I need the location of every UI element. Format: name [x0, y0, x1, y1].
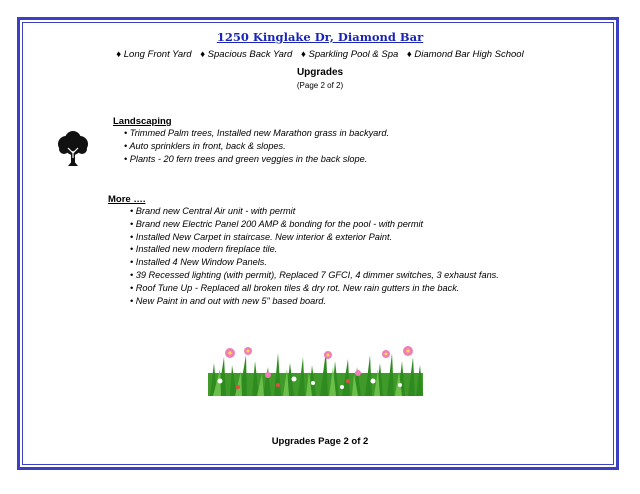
feature-item: ♦ Diamond Bar High School [406, 49, 524, 60]
list-item: • Brand new Electric Panel 200 AMP & bonding for the pool - with permit [130, 218, 424, 229]
list-item: • Installed new modern fireplace tile. [130, 244, 278, 255]
feature-item: ♦ Spacious Back Yard [200, 49, 293, 60]
page-indicator: (Page 2 of 2) [296, 81, 344, 90]
more-heading: More …. [108, 194, 146, 205]
list-item: • Roof Tune Up - Replaced all broken tiles & dry rot. New rain gutters in the back. [130, 282, 460, 293]
list-item: • New Paint in and out with new 5" based board. [130, 295, 326, 306]
flower-border-image [208, 345, 423, 396]
list-item: • Installed 4 New Window Panels. [130, 257, 267, 268]
landscaping-heading: Landscaping [113, 116, 172, 127]
list-item: • Plants - 20 fern trees and green veggies in the back slope. [124, 153, 368, 164]
list-item: • 39 Recessed lighting (with permit), Replaced 7 GFCI, 4 dimmer switches, 3 exhaust fans. [130, 269, 499, 280]
page-footer: Upgrades Page 2 of 2 [271, 436, 369, 447]
feature-item: ♦ Long Front Yard [116, 49, 192, 60]
feature-list [0, 49, 640, 60]
section-subtitle: Upgrades [296, 67, 344, 78]
list-item: • Auto sprinklers in front, back & slopes. [124, 140, 286, 151]
feature-item: ♦ Sparkling Pool & Spa [301, 49, 399, 60]
landscaping-list [124, 127, 389, 165]
list-item: • Trimmed Palm trees, Installed new Marathon grass in backyard. [124, 128, 389, 138]
list-item: • Brand new Central Air unit - with permit [130, 206, 296, 216]
more-list [130, 205, 499, 307]
document-title: 1250 Kinglake Dr, Diamond Bar [216, 30, 424, 44]
list-item: • Installed New Carpet in staircase. New interior & exterior Paint. [130, 231, 393, 242]
tree-icon [56, 131, 90, 167]
